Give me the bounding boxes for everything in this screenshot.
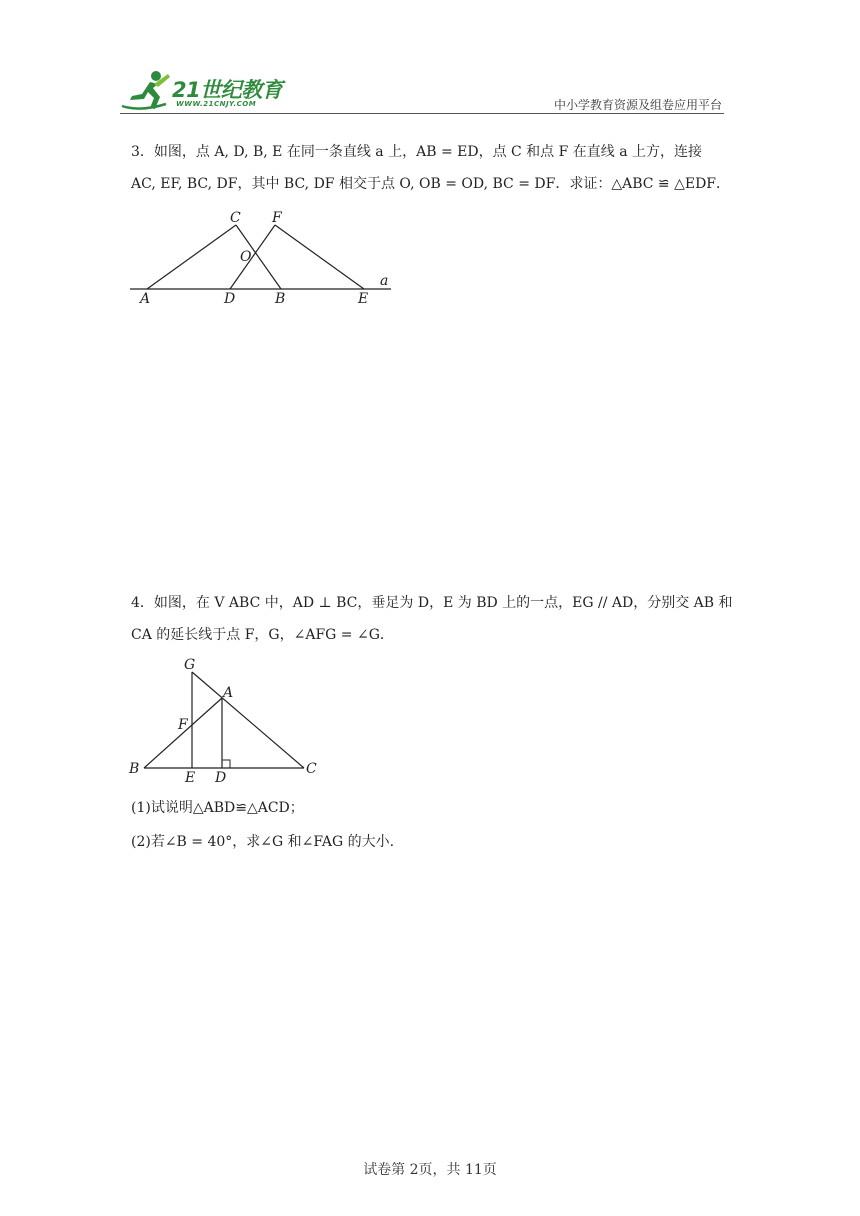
question-4-line-2: CA 的延长线于点 F，G，∠AFG = ∠G．	[131, 627, 394, 643]
question-4	[131, 587, 731, 651]
question-4-line-1: 4．如图，在 V ABC 中，AD ⊥ BC，垂足为 D，E 为 BD 上的一点，EG // AD，分别交 AB 和	[131, 595, 733, 611]
question-3	[131, 136, 731, 200]
label-C: C	[230, 210, 241, 226]
question-4-part-2: (2)若∠B = 40°，求∠G 和∠FAG 的大小.	[131, 834, 395, 850]
label-E: E	[185, 770, 196, 786]
logo-text: 21世纪教育	[172, 78, 283, 102]
figure-question-3	[126, 205, 406, 310]
question-4-part-1: (1)试说明△ABD≌△ACD；	[131, 800, 304, 816]
page-footer: 试卷第 2页，共 11页	[363, 1162, 497, 1178]
logo-url: WWW.21CNJY.COM	[176, 100, 257, 108]
label-A: A	[223, 685, 234, 701]
label-A: A	[140, 291, 151, 307]
logo	[120, 66, 290, 114]
label-E: E	[358, 291, 369, 307]
page-header	[120, 66, 724, 116]
label-B: B	[129, 761, 140, 777]
label-G: G	[184, 657, 196, 673]
question-3-line-2: AC, EF, BC, DF，其中 BC, DF 相交于点 O, OB = OD, BC = DF．求证：△ABC ≌ △EDF．	[131, 176, 731, 192]
label-D: D	[224, 291, 236, 307]
header-divider	[120, 113, 724, 114]
label-F: F	[178, 717, 188, 733]
label-B: B	[275, 291, 286, 307]
question-3-line-1: 3．如图，点 A, D, B, E 在同一条直线 a 上，AB = ED，点 C 和点 F 在直线 a 上方，连接	[131, 144, 703, 160]
label-O: O	[240, 249, 252, 265]
label-a: a	[380, 273, 389, 289]
platform-name: 中小学教育资源及组卷应用平台	[553, 98, 722, 112]
label-F: F	[272, 210, 282, 226]
figure-question-4	[126, 652, 326, 787]
label-D: D	[215, 770, 227, 786]
label-C: C	[306, 761, 317, 777]
runner-logo-icon	[120, 66, 176, 114]
